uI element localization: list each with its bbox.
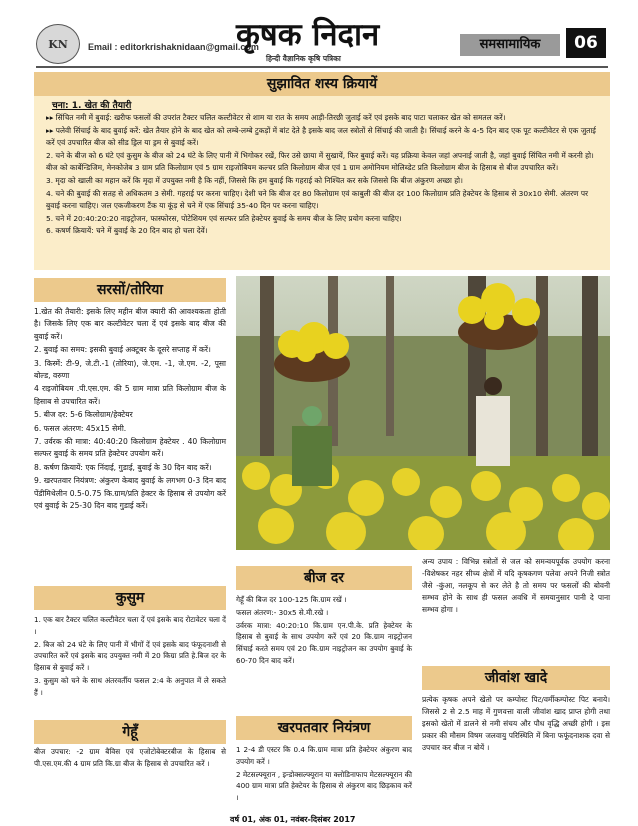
wheat-section: [34, 746, 226, 771]
editor-email[interactable]: Email : editorkrishaknidaan@gmail.com: [88, 42, 259, 52]
paragraph: गेहूँ की बिज दर 100-125 कि.ग्राम रखें ।: [236, 595, 347, 604]
magazine-subtitle: हिन्दी वैज्ञानिक कृषि पत्रिका: [266, 54, 341, 63]
paragraph: 8. कर्षण क्रियायें: एक निंदाई, गुडाई, बुवाई के 30 दिन बाद करें।: [34, 462, 212, 472]
paragraph: 2. बुवाई का समय: इसकी बुवाई अक्टूबर के दूसरे सप्ताह में करें।: [34, 345, 211, 355]
other-measures-section: [422, 556, 610, 617]
header-divider: [36, 66, 608, 68]
paragraph: 2. बिज को 24 घंटे के लिए पानी में भीगों दें एवं इसके बाद फंफूदनाशी से उपचारित करें एवं इसके बाद उपयुक्त नमी में 20 किग्रा प्रति हे.बिज दर के हिसाब से बुवाई करें ।: [34, 639, 226, 673]
paragraph: प्रत्येक कृषक अपने खेतो पर कम्पोस्ट पिट/वर्मीकम्पोस्ट पिट बनाये।जिससे 2 से 2.5 माह में गुणवत्ता वाली जीवांश खाद प्राप्त होगी तथा इसको खेतो में डालने से नमी संचय और पौध वृद्धि अच्छी होगी । इस प्रकार की मौसम विषम जलवायु परिस्थिति में बिना फफूंदनाशक दवा से उपचार कर बीज न बोयें ।: [422, 695, 610, 752]
paragraph: 6. फसल अंतरण: 45x15 सेमी.: [34, 423, 127, 433]
harvest-illustration: [236, 276, 610, 550]
page-number: 06: [566, 28, 606, 58]
mustard-section: [34, 306, 226, 514]
suggested-practices-box: [34, 72, 610, 270]
mustard-harvest-photo: [236, 276, 610, 550]
safflower-section: [34, 614, 226, 700]
seed-rate-section: [236, 594, 412, 668]
magazine-title: कृषक निदान: [236, 17, 380, 53]
paragraph: 9. खरपतवार नियंत्रण: अंकुरण केबाद बुवाई के लगभग 0-3 दिन बाद पेंडीमिथेलीन 0.5-0.75 कि.ग्राम/प्रति हेक्टर के हिसाब से उपयोग करें एवं बुवाई के 25-30 दिन बाद गुडाई करें।: [34, 476, 226, 511]
paragraph: अन्य उपाय : विभिन्न स्त्रोतों से जल को समन्वयपूर्वक उपयोग करना -विशेषकर नहर सीच्य क्षेत्रों में यदि कृषकगण पलेवा अपने निजी स्त्रोत जैसे -कुंआ, नलकूप से कर लेते है तो समय पर फसलों की बोवनी सम्भव होने के साथ ही फसल अवधि में समयानुसार पानी दे पाना सम्भव होगा ।: [422, 557, 610, 614]
issue-footer: वर्ष 01, अंक 01, नवंबर-दिसंबर 2017: [230, 815, 356, 824]
paragraph: 1. एक बार टैक्टर चलित कल्टीवेटर चला दें एवं इसके बाद रोटावेटर चला दें ।: [34, 615, 226, 636]
magazine-logo: KN: [36, 24, 80, 64]
list-item: 3. मृदा को खाली का महान करें कि मृदा में उपयुक्त नमी है कि नहीं, जिससे कि हम बुवाई कि गहराई को निश्चित कर सके जिससे कि बीज अंकुरण अच्छा हो।: [46, 175, 463, 185]
mustard-title: सरसों/तोरिया: [34, 278, 226, 302]
gram-subhead: चना: 1. खेत की तैयारी: [52, 101, 132, 111]
wheat-title: गेहूँ: [34, 720, 226, 744]
list-item: ▸▸ पलेवी सिंचाई के बाद बुवाई करें: खेत तैयार होने के बाद खेत को लम्बे-लम्बे टुकड़ों में बांट देते है इसके बाद जल स्त्रोतों से सिंचाई की जाती है। सिंचाई करने के 4-5 दिन बाद एक पूट कल्टीवेटर से एक जुताई करें एवं उपचारित बीज को सीड ड्रिल या ड्रम से बुवाई करें।: [46, 125, 596, 148]
masthead: [0, 0, 638, 78]
weed-control-section: [236, 744, 412, 805]
paragraph: 3. किस्में: टी-9, जे.टी.-1 (तोरिया), जे.एम. -1, जे.एम. -2, पूसा बोल्ड, वरुणा: [34, 358, 226, 381]
list-item: 4. चने की बुवाई की सतह से अधिकतम 3 सेमी. गहराई पर करना चाहिए। देशी चने कि बीज दर 80 किलोग्राम एवं काबुली की बीज दर 100 किलोग्राम प्रति हेक्टेयर के हिसाब से 30x10 सेमी. अंतरण पर बुवाई करना चाहिए। जल एकजीकरण टैंक या कूंड़ से चने में एक सिंचाई 35-40 दिन पर करना चाहिए।: [46, 188, 589, 211]
paragraph: 4 राइजोबियम .पी.एस.एम. की 5 ग्राम मात्रा प्रति किलोग्राम बीज के हिसाब से उपचारित करें।: [34, 384, 226, 406]
section-label: समसामायिक: [460, 34, 560, 56]
paragraph: उर्वरक मात्रा: 40:20:10 कि.ग्राम एन.पी.के. प्रति हेक्टेयर के हिसाब से बुवाई के साथ उपयोग करें एवं 20 कि.ग्राम नाइट्रोजन सिंचाई करते समय एवं 20 कि.ग्राम नाइट्रोजन का उपयोग बुवाई के 60-70 दिन बाद करें।: [236, 620, 412, 665]
paragraph: फसल अंतरण:- 30x5 से.मी.रखे ।: [236, 607, 329, 617]
seed-rate-title: बीज दर: [236, 566, 412, 590]
paragraph: बीज उपचार: -2 ग्राम बैविस एवं एजोटोबेक्टरबीज के हिसाब से पी.एस.एम.की 4 ग्राम प्रति कि.ग्रा बीज के हिसाब से उपचारित करें ।: [34, 747, 226, 768]
list-item: 5. चने में 20:40:20:20 नाइट्रोजन, फास्फोरस, पोटेशियम एवं सल्फर प्रति हेक्टेयर बुवाई के समय बीज के लिए प्रयोग करना चाहिए।: [46, 213, 402, 223]
paragraph: 1 2-4 डी एस्टर कि 0.4 कि.ग्राम मात्रा प्रति हेक्टेयर अंकुरण बाद उपयोग करें ।: [236, 745, 412, 766]
weed-control-title: खरपतवार नियंत्रण: [236, 716, 412, 740]
paragraph: 1.खेत की तैयारी: इसके लिए महीन बीज क्यारी की आवश्यकता होती है। जिसके लिए एक बार कल्टीवेटर चला दें एवं इसके बाद बीज की बुवाई करें।: [34, 307, 226, 341]
list-item: 6. कषर्ण क्रियायें: चने में बुवाई के 20 दिन बाद हो चला देवें।: [46, 226, 208, 236]
practices-list: [46, 112, 602, 238]
paragraph: 2 मेटसल्फ्यूरान , इन्डोक्सल्फ्यूरान या क्लोडिनाफाप मेटसल्फ्यूरान की 400 ग्राम मात्रा प्रति हेक्टेयर के हिसाब से अंकुरण बाद छिड़काव करें ।: [236, 769, 412, 803]
list-item: 2. चने के बीज को 6 घंटे एवं कुसुम के बीज को 24 घंटे के लिए पानी में भिगोकर रखें, फिर उसे छाया में सुखायें, फिर बुवाई करें। यह प्रक्रिया केवल जहां अपनाई जाती है, जहां बुवाई सिंचित नमी में करनी हो। बीज को कार्बेन्डिजिम, मेनकोजेब 3 ग्राम प्रति किलोग्राम एवं 5 ग्राम राइजोबियम कल्चर प्रति किलोग्राम बीज एवं 1 ग्राम अमोनियम मोलिब्डेट प्रति किलोग्राम बीज के हिसाब से बीज उपचारित करें।: [46, 150, 594, 173]
paragraph: 3. कुसुम को चने के साथ अंतरवर्तीय फसल 2:4 के अनुपात में ले सकते हैं ।: [34, 675, 226, 697]
organic-manure-title: जीवांश खादे: [422, 666, 610, 690]
list-item: ▸▸ सिंचित नमी में बुवाई: खरीफ फसलों की उपरांत टैक्टर चलित कल्टीवेटर से शाम या रात के समय आड़ी-तिरछी जुताई करें एवं इसके बाद पाटा चलाकर खेत को समतल करें।: [46, 113, 506, 122]
safflower-title: कुसुम: [34, 586, 226, 610]
suggested-practices-title: सुझावित शस्य क्रियायें: [34, 72, 610, 96]
paragraph: 5. बीज दर: 5-6 किलोग्राम/हेक्टेयर: [34, 410, 133, 420]
paragraph: 7. उर्वरक की मात्रा: 40:40:20 किलोग्राम हेक्टेयर . 40 किलोग्राम सल्फर बुवाई के समय प्रति हेक्टेयर उपयोग करें।: [34, 437, 226, 459]
organic-manure-section: [422, 694, 610, 755]
